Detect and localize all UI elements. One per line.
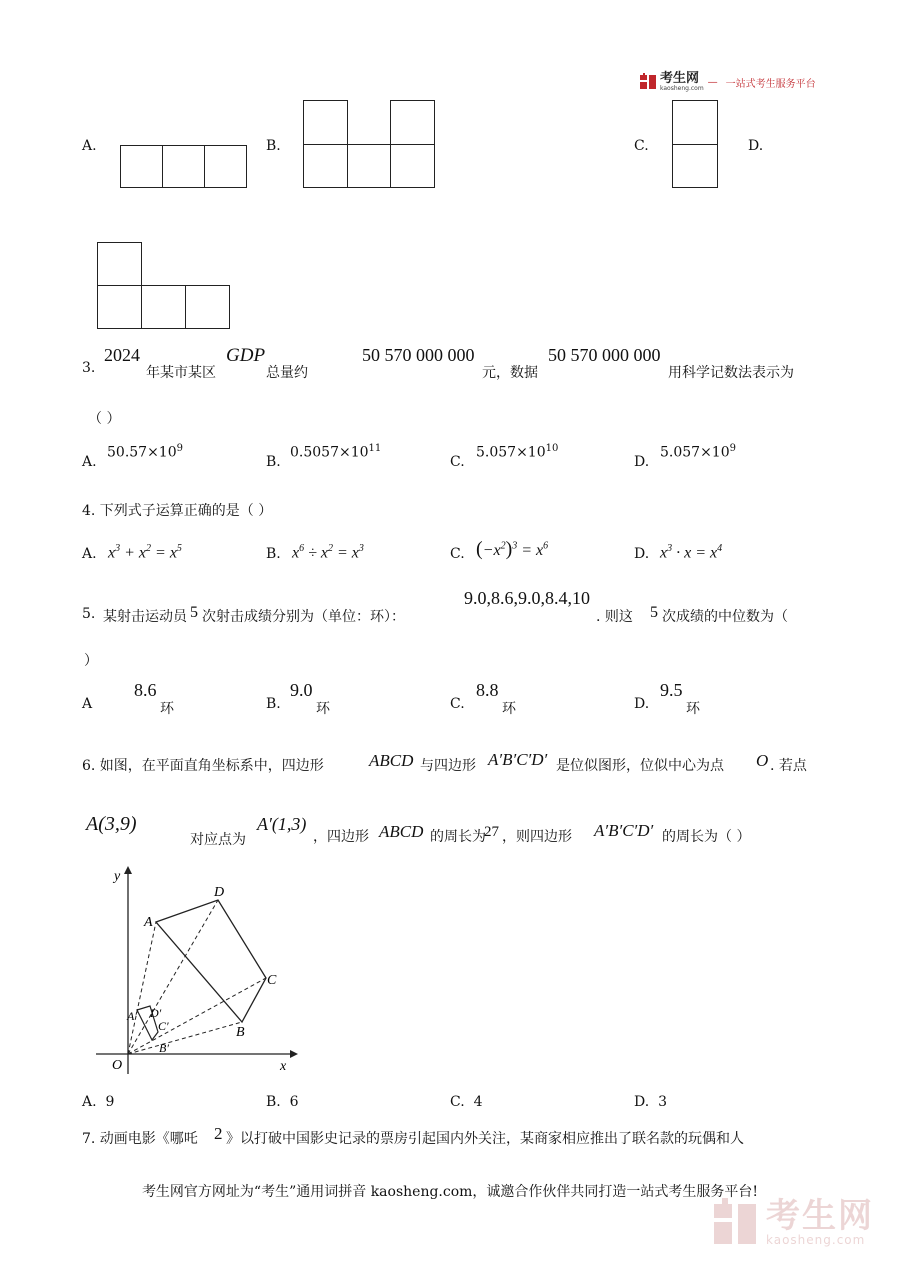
quad-abcd	[156, 900, 266, 1022]
watermark	[714, 1198, 874, 1248]
footer-text: 考生网官方网址为“考生”通用词拼音 kaosheng.com，诚邀合作伙伴共同打造一站式考生服务平台!	[141, 1184, 759, 1200]
watermark-site: kaosheng.com	[766, 1233, 866, 1247]
q2-option-a-label: A.	[82, 138, 97, 154]
logo-site: kaosheng.com	[660, 85, 704, 92]
watermark-logo-icon	[714, 1198, 758, 1248]
point-d-prime-label: D′	[150, 1006, 162, 1020]
kaosheng-logo-icon	[640, 73, 656, 91]
ray-oa	[128, 922, 156, 1054]
logo-brand: 考生网	[660, 71, 700, 86]
origin-label: O	[112, 1058, 123, 1073]
q2-option-c-label: C.	[634, 138, 649, 154]
watermark-title: 考生网	[766, 1196, 874, 1236]
point-c-prime-label: C′	[158, 1019, 169, 1033]
point-b-prime-label: B′	[159, 1041, 169, 1055]
x-axis-label: x	[280, 1059, 287, 1074]
point-b-label: B	[236, 1025, 245, 1040]
q2-option-b-label: B.	[266, 138, 281, 154]
point-a-label: A	[144, 915, 153, 930]
ray-od	[128, 900, 218, 1054]
header-logo: 考生网 kaosheng.com — 一站式考生服务平台	[640, 72, 816, 92]
x-axis-arrow-icon	[290, 1050, 298, 1058]
q6-coordinate-figure	[92, 862, 302, 1082]
y-axis-label: y	[114, 869, 121, 884]
logo-slogan: 一站式考生服务平台	[725, 78, 816, 90]
point-a-prime-label: A′	[127, 1009, 137, 1023]
point-c-label: C	[267, 973, 277, 988]
q2-option-d-label: D.	[748, 138, 764, 154]
y-axis-arrow-icon	[124, 866, 132, 874]
point-d-label: D	[214, 885, 225, 900]
q4-stem: 4. 下列式子运算正确的是（ ）	[82, 503, 273, 519]
